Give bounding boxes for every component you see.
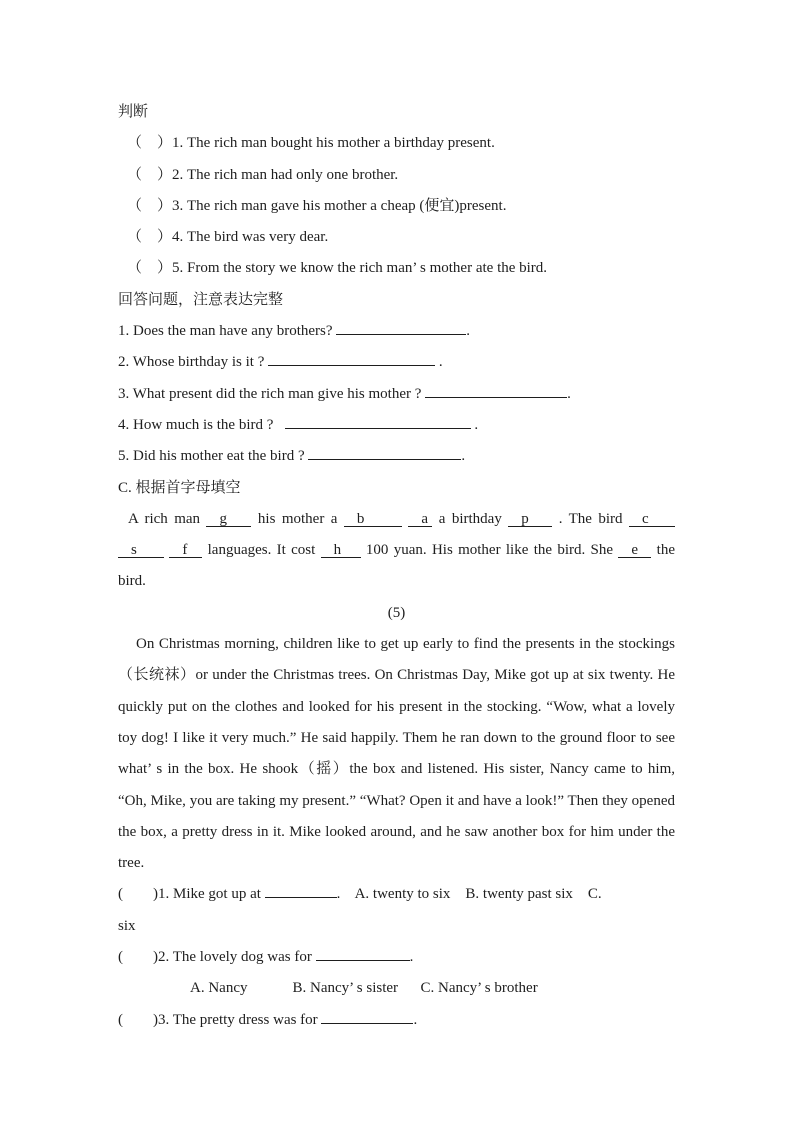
fill-blank[interactable]: c	[629, 512, 675, 527]
fill-blank[interactable]: g	[206, 512, 251, 527]
true-false-item	[118, 160, 675, 191]
qa-item	[118, 316, 675, 347]
text-run: （ ）4. The bird was very dear.	[127, 229, 329, 246]
text-run: .	[466, 323, 471, 340]
fill-blank[interactable]	[336, 321, 466, 335]
fill-blank[interactable]: p	[508, 512, 552, 527]
judge-heading: 判断	[118, 104, 149, 120]
reading-passage: On Christmas morning, children like to get up early to find the presents in the stockings（长统袜）or under the Christmas trees. On Christmas Day, Mike got up at six twenty. He quickly put on the clothes and looked for his present in the stocking. “Wow, what a lovely toy dog! I like it very much.” He said happily. Them he ran down to the ground floor to see what’ s in the box. He shook（摇）the box and listened. His sister, Nancy came to him, “Oh, Mike, you are taking my present.” “What? Open it and have a look!” Then they opened the box, a pretty dress in it. Mike looked around, and he saw another box for him under the tree.	[118, 636, 675, 872]
text-run: （ ）5. From the story we know the rich man’ s mother ate the bird.	[127, 260, 548, 277]
text-run: his mother a	[251, 510, 344, 527]
fill-blank[interactable]: f	[169, 543, 202, 558]
cloze-passage	[118, 504, 675, 598]
true-false-item	[118, 222, 675, 253]
text-run: .	[409, 949, 414, 966]
fill-blank[interactable]	[285, 415, 471, 429]
text-run: （ ）2. The rich man had only one brother.	[127, 166, 399, 183]
text-run: 5. Did his mother eat the bird ?	[118, 448, 309, 465]
text-run: .	[461, 448, 466, 465]
text-run: six	[118, 917, 136, 934]
text-run: ( )3. The pretty dress was for	[118, 1011, 322, 1028]
text-run: .	[413, 1011, 418, 1028]
mc-question-line	[118, 942, 675, 973]
qa-items	[118, 316, 675, 472]
qa-item	[118, 410, 675, 441]
fill-blank[interactable]: e	[618, 543, 651, 558]
mc-question-line	[118, 973, 675, 1004]
text-run: a birthday	[432, 510, 509, 527]
fill-blank[interactable]	[321, 1010, 413, 1024]
text-run: A rich man	[128, 510, 207, 527]
mc-question-line	[118, 911, 675, 942]
text-run: .	[470, 416, 479, 433]
passage-number: (5)	[387, 604, 406, 621]
true-false-item	[118, 128, 675, 159]
text-run: 2. Whose birthday is it ?	[118, 354, 269, 371]
fill-blank[interactable]	[268, 352, 435, 366]
judge-items	[118, 128, 675, 284]
fill-blank[interactable]	[316, 947, 410, 961]
qa-item	[118, 347, 675, 378]
text-run: .	[435, 354, 443, 371]
text-run: . A. twenty to six B. twenty past six C.	[336, 886, 602, 903]
fill-blank[interactable]: a	[408, 512, 432, 527]
fill-blank[interactable]	[265, 884, 337, 898]
text-run: ( )1. Mike got up at	[118, 886, 265, 903]
fill-blank[interactable]	[308, 446, 461, 460]
fill-blank[interactable]: s	[118, 543, 164, 558]
text-run: 3. What present did the rich man give his mother ?	[118, 385, 426, 402]
text-run: 1. Does the man have any brothers?	[118, 323, 337, 340]
text-run: .	[567, 385, 571, 402]
cloze-heading: C. 根据首字母填空	[118, 479, 241, 496]
qa-item	[118, 441, 675, 472]
text-run: （ ）1. The rich man bought his mother a birthday present.	[127, 135, 495, 152]
fill-blank[interactable]: b	[344, 512, 402, 527]
mc-question-line	[118, 1005, 675, 1036]
text-run: （ ）3. The rich man gave his mother a cheap (便宜)present.	[127, 197, 507, 214]
text-run: A. Nancy B. Nancy’ s sister C. Nancy’ s brother	[190, 980, 538, 997]
qa-heading: 回答问题，注意表达完整	[118, 291, 284, 308]
text-run: 100 yuan. His mother like the bird. She	[360, 542, 619, 559]
true-false-item	[118, 253, 675, 284]
qa-item	[118, 379, 675, 410]
mc-question-line	[118, 879, 675, 910]
text-run: ( )2. The lovely dog was for	[118, 949, 316, 966]
text-run: the bird.	[118, 542, 675, 590]
mc-questions	[118, 879, 675, 1035]
text-run: 4. How much is the bird ?	[118, 416, 285, 433]
fill-blank[interactable]: h	[321, 543, 361, 558]
text-run: . The bird	[552, 510, 629, 527]
text-run: languages. It cost	[202, 542, 321, 559]
fill-blank[interactable]	[425, 384, 567, 398]
true-false-item	[118, 191, 675, 222]
